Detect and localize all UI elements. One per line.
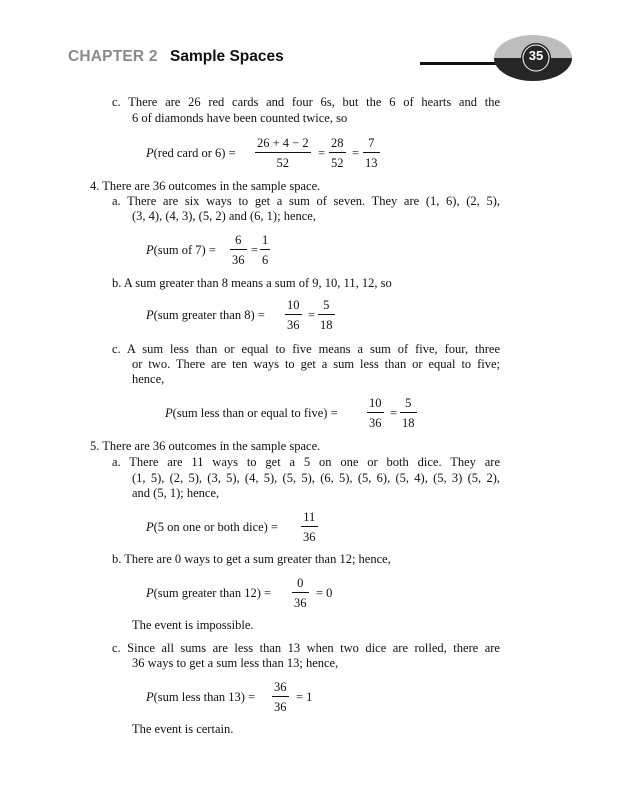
equals-sign: = xyxy=(251,243,259,257)
denominator: 36 xyxy=(274,700,287,714)
denominator: 52 xyxy=(276,156,290,170)
fraction-bar xyxy=(367,412,384,413)
text-line: b. There are 0 ways to get a sum greater than 12; hence, xyxy=(112,552,391,566)
denominator: 18 xyxy=(402,416,415,430)
fraction-bar xyxy=(285,314,302,315)
probability-symbol: P xyxy=(146,586,154,600)
fraction xyxy=(292,576,309,610)
fraction-bar xyxy=(230,249,247,250)
numerator: 1 xyxy=(262,233,269,247)
fraction xyxy=(318,298,335,332)
denominator: 36 xyxy=(369,416,382,430)
fraction xyxy=(230,233,247,267)
question-4-intro: 4. There are 36 outcomes in the sample space. xyxy=(90,179,321,193)
equals-sign: = xyxy=(390,406,398,420)
numerator: 7 xyxy=(368,136,375,150)
fraction xyxy=(255,136,311,170)
text-line: and (5, 1); hence, xyxy=(132,486,220,500)
probability-symbol: P xyxy=(165,406,173,420)
numerator: 36 xyxy=(274,680,287,694)
numerator: 10 xyxy=(369,396,382,410)
numerator: 5 xyxy=(405,396,412,410)
probability-symbol: P xyxy=(146,308,154,322)
fraction-bar xyxy=(301,526,318,527)
question-5-intro: 5. There are 36 outcomes in the sample space. xyxy=(90,439,321,453)
equation-lhs: (sum of 7) = xyxy=(153,243,216,257)
text-line: 36 ways to get a sum less than 13; hence, xyxy=(132,656,339,670)
fraction-bar xyxy=(363,152,380,153)
numerator: 26 + 4 − 2 xyxy=(257,136,309,150)
denominator: 13 xyxy=(365,156,378,170)
fraction xyxy=(363,136,380,170)
text-line: The event is certain. xyxy=(132,722,234,736)
text-line: (3, 4), (4, 3), (5, 2) and (6, 1); hence, xyxy=(132,209,316,223)
chapter-title: Sample Spaces xyxy=(170,48,284,65)
numerator: 6 xyxy=(235,233,242,247)
text-line: (1, 5), (2, 5), (3, 5), (4, 5), (5, 5), (6, 5), (5, 6), (5, 4), (5, 3) (5, 2), xyxy=(132,471,500,485)
denominator: 36 xyxy=(287,318,300,332)
text-line: The event is impossible. xyxy=(132,618,254,632)
denominator: 18 xyxy=(320,318,333,332)
probability-symbol: P xyxy=(146,520,154,534)
fraction-bar xyxy=(260,249,270,250)
text-line: a. There are six ways to get a sum of seven. They are (1, 6), (2, 5), xyxy=(112,194,500,208)
equation-lhs: (sum less than or equal to five) = xyxy=(172,406,338,420)
equation-lhs: (sum greater than 12) = xyxy=(153,586,272,600)
probability-symbol: P xyxy=(146,146,154,160)
chapter-label: CHAPTER 2 xyxy=(68,48,158,65)
numerator: 10 xyxy=(287,298,300,312)
fraction-bar xyxy=(292,592,309,593)
denominator: 36 xyxy=(232,253,245,267)
fraction xyxy=(329,136,346,170)
fraction xyxy=(285,298,302,332)
fraction xyxy=(400,396,417,430)
numerator: 28 xyxy=(331,136,344,150)
fraction-bar xyxy=(329,152,346,153)
denominator: 36 xyxy=(294,596,307,610)
fraction xyxy=(260,233,270,267)
equation-result: = 1 xyxy=(296,690,313,704)
text-line: hence, xyxy=(132,372,165,386)
text-line: 6 of diamonds have been counted twice, so xyxy=(132,111,348,125)
denominator: 6 xyxy=(262,253,269,267)
numerator: 11 xyxy=(303,510,316,524)
text-line: c. A sum less than or equal to five means a sum of five, four, three xyxy=(112,342,500,356)
numerator: 5 xyxy=(323,298,330,312)
probability-symbol: P xyxy=(146,243,154,257)
equation-lhs: (red card or 6) = xyxy=(153,146,236,160)
equation-lhs: (sum less than 13) = xyxy=(153,690,256,704)
equation-result: = 0 xyxy=(316,586,333,600)
fraction xyxy=(367,396,384,430)
fraction-bar xyxy=(318,314,335,315)
text-line: c. There are 26 red cards and four 6s, but the 6 of hearts and the xyxy=(112,95,500,109)
equation-lhs: (sum greater than 8) = xyxy=(153,308,265,322)
equals-sign: = xyxy=(318,146,326,160)
probability-symbol: P xyxy=(146,690,154,704)
fraction xyxy=(301,510,318,544)
text-line: b. A sum greater than 8 means a sum of 9, 10, 11, 12, so xyxy=(112,276,392,290)
equals-sign: = xyxy=(352,146,360,160)
page-number: 35 xyxy=(528,48,544,63)
equals-sign: = xyxy=(308,308,316,322)
text-line: c. Since all sums are less than 13 when two dice are rolled, there are xyxy=(112,641,500,655)
fraction xyxy=(272,680,289,714)
fraction-bar xyxy=(272,696,289,697)
denominator: 52 xyxy=(331,156,344,170)
fraction-bar xyxy=(255,152,311,153)
text-line: or two. There are ten ways to get a sum less than or equal to five; xyxy=(132,357,500,371)
numerator: 0 xyxy=(297,576,304,590)
equation-lhs: (5 on one or both dice) = xyxy=(153,520,279,534)
denominator: 36 xyxy=(303,530,316,544)
text-line: a. There are 11 ways to get a 5 on one or both dice. They are xyxy=(112,455,500,469)
fraction-bar xyxy=(400,412,417,413)
